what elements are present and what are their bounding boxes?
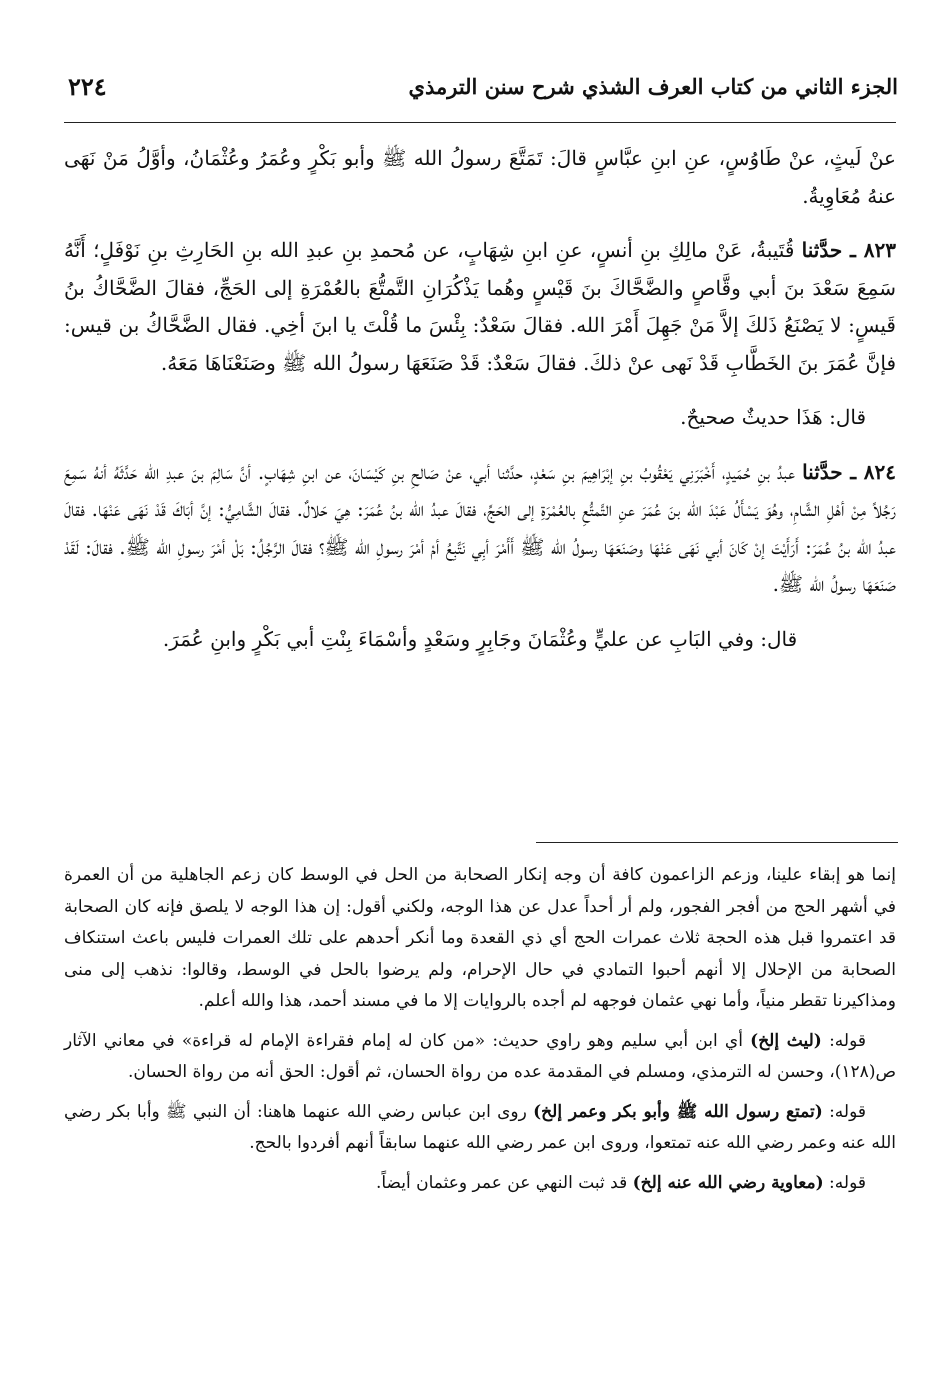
running-title: الجزء الثاني من كتاب العرف الشذي شرح سنن الترمذي — [408, 73, 898, 99]
grading-823: قال: هَذَا حديثٌ صحيحٌ. — [680, 405, 866, 429]
note-lead: قوله: — [823, 1172, 866, 1193]
main-text — [64, 140, 896, 658]
note-text: قد ثبت النهي عن عمر وعثمان أيضاً. — [375, 1172, 633, 1193]
footnote-note — [64, 1026, 896, 1089]
note-lead: قوله: — [822, 1101, 867, 1122]
hadith-823-text: قُتَيبةُ، عَنْ مالِكِ بنِ أنسٍ، عنِ ابنِ شِهَابٍ، عن مُحمدِ بنِ عبدِ الله بنِ الحَارِثِ بنِ نَوْفَلٍ؛ أَنَّهُ سَمِعَ سَعْدَ بنَ أبي وقَّاصٍ والضَّحَّاكَ بنَ قَيْسٍ وهُما يَذْكُرَانِ التَّمتُّعَ بالعُمْرَةِ إلى الحَجِّ، فقالَ الضَّحَّاكُ بنُ قَيسٍ: لا يَصْنَعُ ذَلكَ إلاَّ مَنْ جَهِلَ أَمْرَ الله. فقالَ سَعْدٌ: بِئْسَ ما قُلْتَ يا ابنَ أخِي. فقال الضَّحَّاكُ بن قيس: فإنَّ عُمَرَ بنَ الخَطَّابِ قَدْ نَهى عنْ ذلكَ. فقالَ سَعْدٌ: قَدْ صَنَعَهَا رسولُ الله ﷺ وصَنَعْنَاهَا مَعَهُ. — [64, 238, 896, 375]
note-lemma: (معاوية رضي الله عنه إلخ) — [632, 1172, 824, 1193]
footnote-divider — [536, 842, 898, 843]
hadith-824-text: عبدُ بنِ حُمَيدٍ، أَخْبَرَنِي يَعْقُوبُ بنِ إبْرَاهِيمَ بنِ سَعْدٍ، حدَّثنا أبي، عنْ صَالحِ بنِ كَيْسَانَ، عن ابنِ شِهَابٍ. أنَّ سَالِمَ بنَ عبدِ الله حَدَّثَهُ أنهُ سَمِعَ رَجُلاً مِنْ أهْلِ الشَّامِ، وهُوَ يَسْأَلُ عَبْدَ الله بنَ عُمَرَ عنِ التَّمتُّعِ بالعُمْرَةِ إلى الحَجِّ، فقالَ عبدُ الله بنُ عُمَرَ: هِيَ حَلالٌ. فقالَ الشَّامِيُّ: إنَّ أبَاكَ قَدْ نَهَى عَنْهَا. فقالَ عبدُ الله بنُ عُمَرَ: أَرَأَيْتَ إنْ كَانَ أبي نَهَى عَنْهَا وصَنَعَهَا رسولُ الله ﷺ أَأَمْرَ أبِي نَتَّبِعُ أمْ أمْرَ رسولِ الله ﷺ؟ فقالَ الرَّجُلُ: بَلْ أمْرَ رسولِ الله ﷺ. فقالَ: لَقَدْ صَنَعَهَا رسولُ الله ﷺ. — [64, 459, 896, 596]
hadith-823 — [64, 232, 896, 382]
chapter-note: قال: وفي البَابِ عن عليٍّ وعُثْمَانَ وجَابِرٍ وسَعْدٍ وأسْمَاءَ بِنْتِ أبي بَكْرٍ وابنِ عُمَرَ. — [162, 626, 798, 651]
hadith-824-label: ٨٢٤ ـ حدَّثنا — [802, 459, 897, 484]
note-text: أي ابن أبي سليم وهو راوي حديث: «من كان له إمام فقراءة الإمام له قراءة» في معاني الآثار ص(١٢٨)، وحسن له الترمذي، ومسلم في المقدمة عده من رواة الحسان، ثم أقول: الحق أنه من رواة الحسان. — [64, 1030, 896, 1082]
header-divider — [64, 122, 896, 123]
page-number: ٢٢٤ — [68, 71, 107, 101]
footnote-continuation: إنما هو إبقاء علينا، وزعم الزاعمون كافة أن وجه إنكار الصحابة من الحل في الوسط كان زعم الجاهلية من أن العمرة في أشهر الحج من أفجر الفجور، ولم أر أحداً عدل عن هذا الوجه، ولكني أقول: إن هذا الوجه لا يلصق فإنه كان الصحابة قد اعتمروا قبل هذه الحجة ثلاث عمرات الحج أي ذي القعدة وما أنكر أحدهم على تلك العمرات فليس باعث استنكاف الصحابة من الإحلال إلا أنهم أحبوا التمادي في حال الإحرام، ولم يرضوا بالحل في الوسط، وقالوا: نذهب إلى منى ومذاكيرنا تقطر منياً، وأما نهي عثمان فوجهه لم أجده بالروايات إلا ما في مسند أحمد، هذا والله أعلم. — [64, 865, 896, 1011]
page-header — [68, 66, 898, 106]
footnotes — [64, 860, 896, 1199]
hadith-continuation: عنْ لَيثٍ، عنْ طَاوُسٍ، عنِ ابنِ عبَّاسٍ قالَ: تَمَتَّعَ رسولُ الله ﷺ وأبو بَكْرٍ وعُمَرُ وعُثْمَانُ، وأوَّلُ مَنْ نَهَى عنهُ مُعَاوِيةُ. — [64, 146, 896, 208]
note-text: روى ابن عباس رضي الله عنهما هاهنا: أن النبي ﷺ وأبا بكر رضي الله عنه وعمر رضي الله عنه تمتعوا، وروى ابن عمر رضي الله عنهما سابقاً أنهم أفردوا بالحج. — [64, 1101, 896, 1153]
hadith-824 — [64, 454, 896, 604]
footnote-note — [64, 1168, 896, 1200]
footnote-note — [64, 1097, 896, 1160]
hadith-823-label: ٨٢٣ ـ حدَّثنا — [801, 238, 897, 262]
note-lemma: (ليث إلخ) — [750, 1030, 822, 1051]
note-lead: قوله: — [821, 1030, 866, 1051]
note-lemma: (تمتع رسول الله ﷺ وأبو بكر وعمر إلخ) — [533, 1101, 823, 1122]
